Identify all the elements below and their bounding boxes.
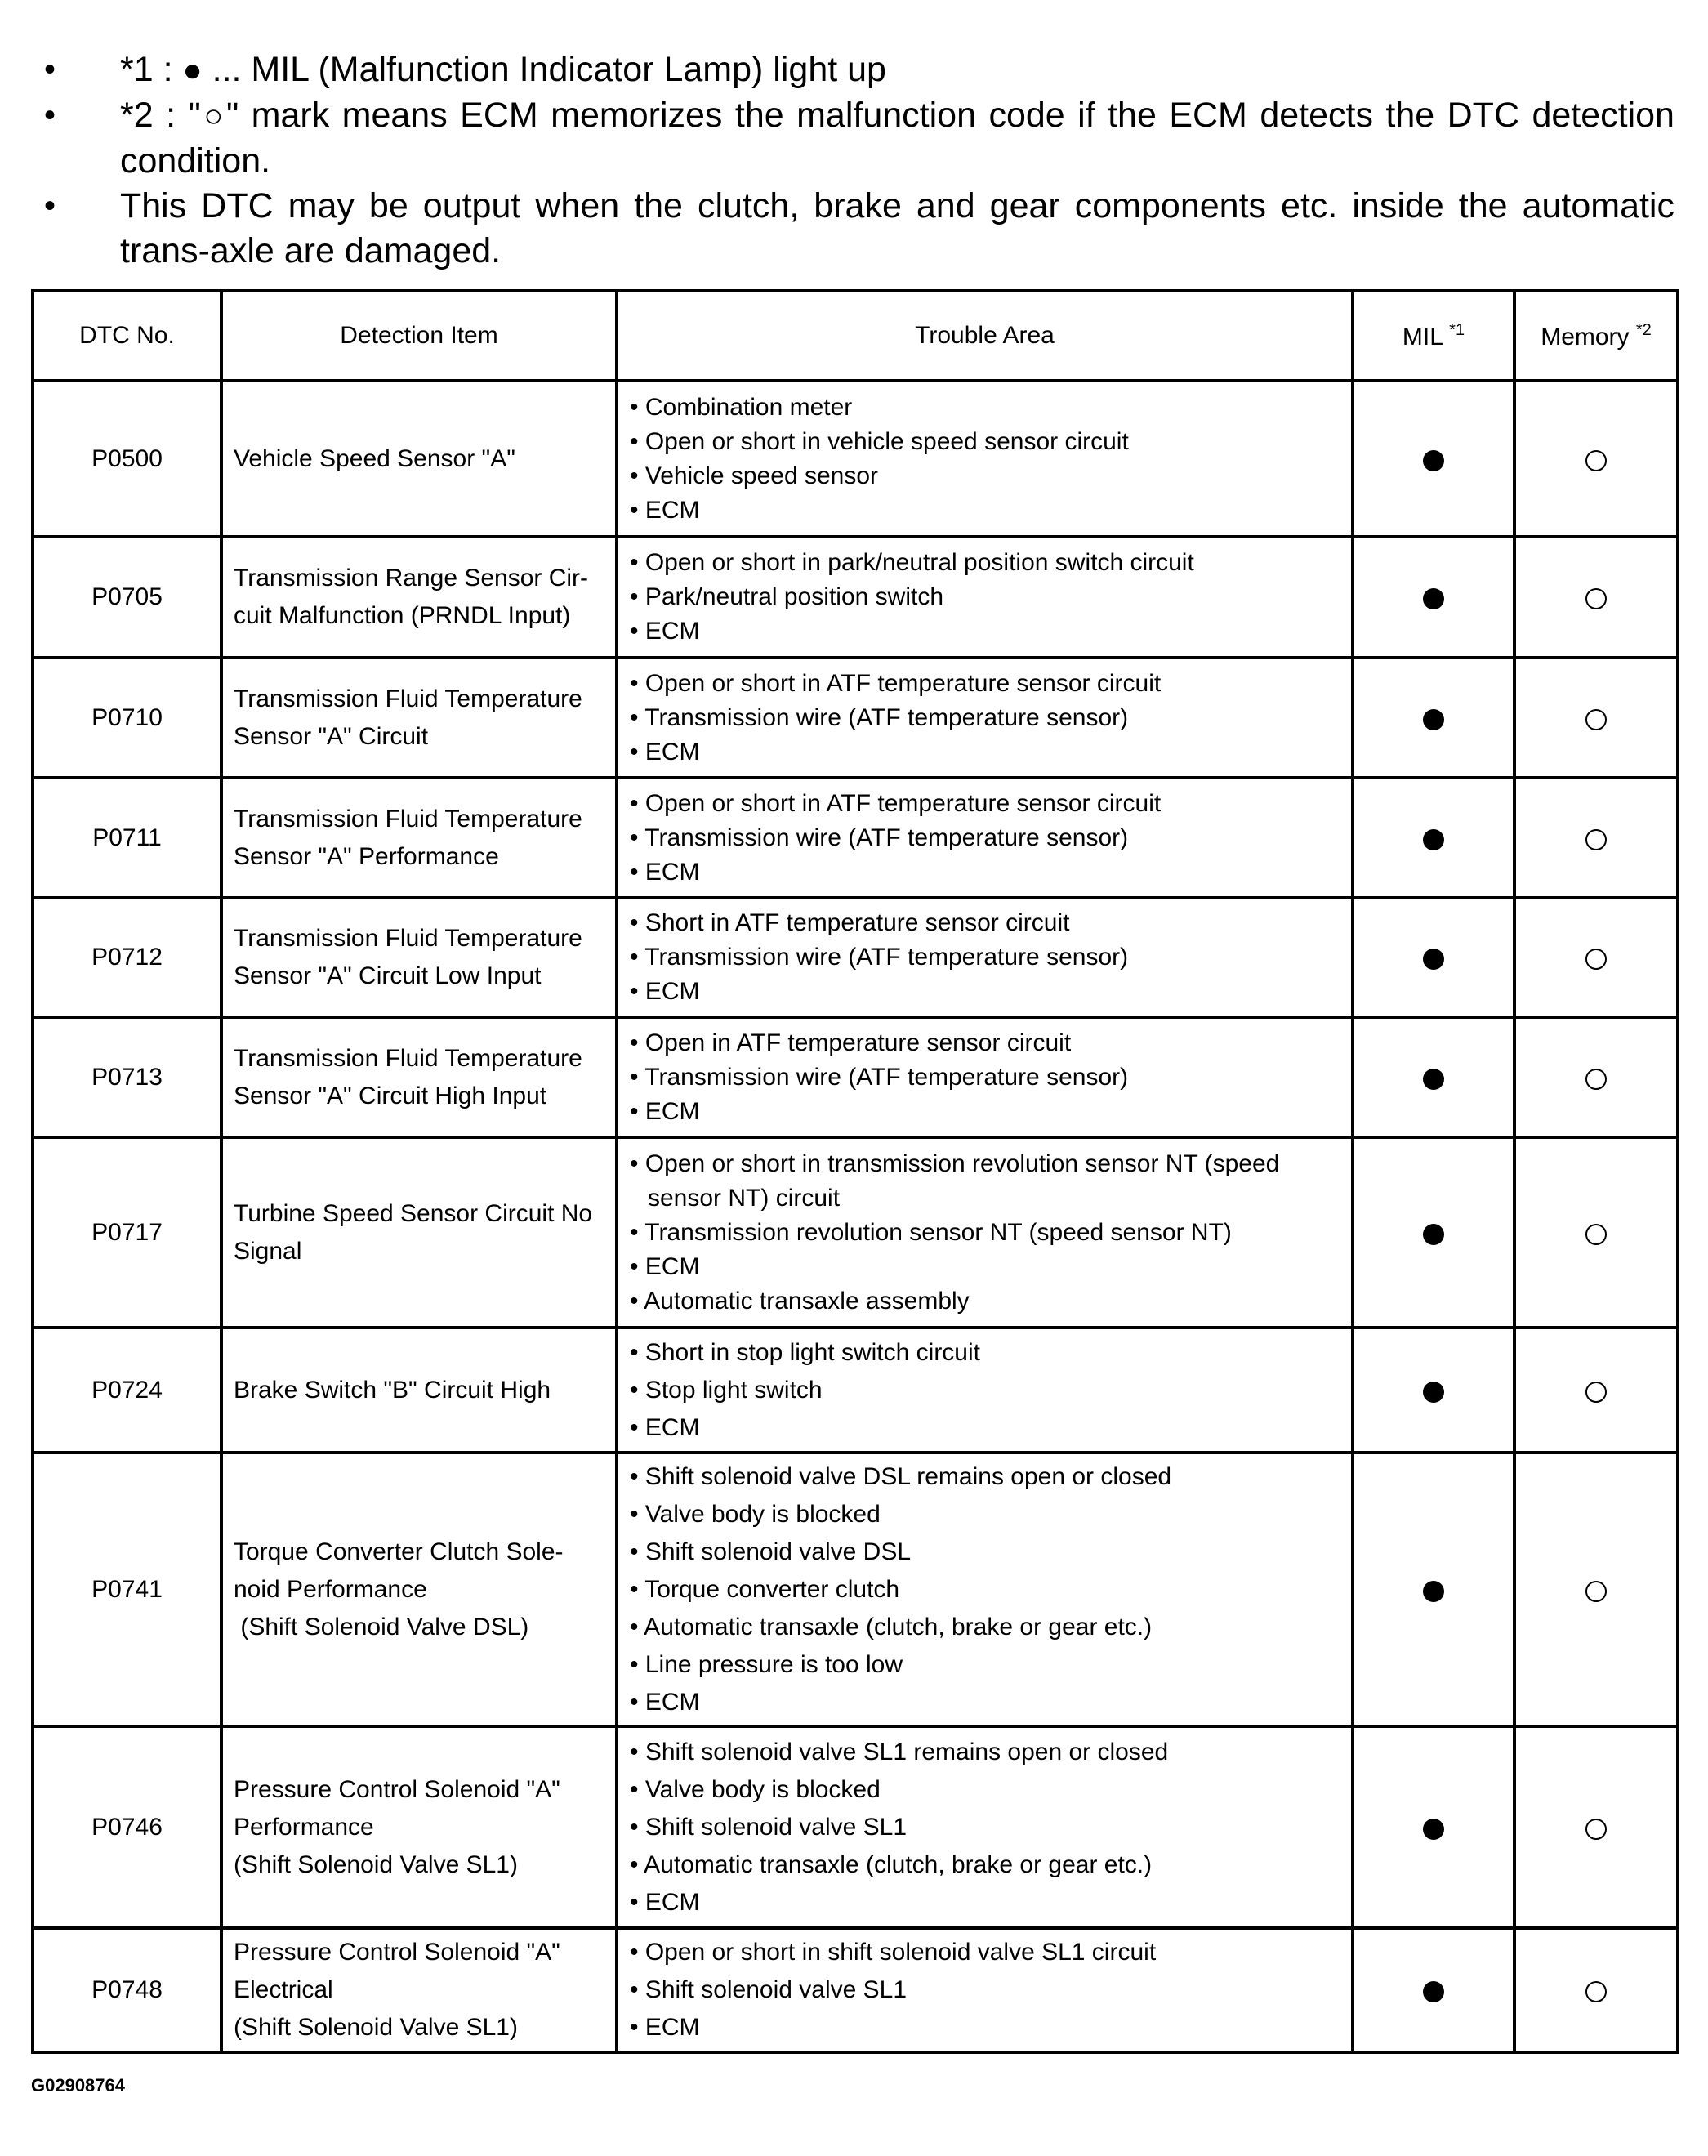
memory-cell — [1514, 1726, 1678, 1928]
mil-cell — [1353, 1017, 1514, 1137]
memory-cell — [1514, 778, 1678, 898]
open-circle-icon — [1585, 1224, 1607, 1245]
memory-cell — [1514, 381, 1678, 537]
dtc-code: P0713 — [33, 1017, 221, 1137]
detection-item — [221, 898, 617, 1017]
trouble-area-line: • Open or short in park/neutral position switch circuit — [630, 549, 1194, 576]
open-circle-icon — [1585, 1581, 1607, 1602]
mil-cell — [1353, 381, 1514, 537]
filled-circle-icon — [1423, 1069, 1444, 1090]
detection-item-line: Sensor "A" Circuit High Input — [234, 1082, 547, 1109]
detection-item-line: cuit Malfunction (PRNDL Input) — [234, 602, 571, 629]
trouble-area-line: • Open or short in shift solenoid valve SL1 circuit — [630, 1939, 1157, 1966]
trouble-area-line: • Stop light switch — [630, 1376, 823, 1404]
trouble-area-line: • Shift solenoid valve SL1 — [630, 1813, 908, 1841]
note-memory — [33, 93, 1675, 184]
footnote-ref: *2 — [1635, 320, 1652, 339]
note-mil — [33, 47, 1675, 93]
detection-item-line: Transmission Range Sensor Cir- — [234, 565, 589, 591]
mil-cell — [1353, 658, 1514, 778]
trouble-area-line: • Transmission wire (ATF temperature sensor) — [630, 824, 1129, 851]
trouble-area-line: • Transmission wire (ATF temperature sensor) — [630, 1063, 1129, 1091]
table-row — [33, 1928, 1678, 2052]
detection-item-line: Vehicle Speed Sensor "A" — [234, 444, 515, 472]
bullet-icon: • — [44, 188, 56, 224]
trouble-area-line: • Shift solenoid valve DSL remains open or closed — [630, 1462, 1172, 1490]
trouble-area-line: • Line pressure is too low — [630, 1650, 903, 1678]
trouble-area — [617, 898, 1353, 1017]
detection-item-line: Pressure Control Solenoid "A" — [234, 1775, 560, 1803]
detection-item — [221, 658, 617, 778]
dtc-code: P0710 — [33, 658, 221, 778]
header-mil — [1353, 291, 1514, 381]
filled-circle-icon — [1423, 1382, 1444, 1403]
dtc-code: P0500 — [33, 381, 221, 537]
mil-cell — [1353, 1453, 1514, 1726]
trouble-area-line: • Open or short in transmission revolution sensor NT (speed — [630, 1149, 1280, 1177]
detection-item — [221, 381, 617, 537]
trouble-area-line: • ECM — [630, 1688, 700, 1716]
mil-cell — [1353, 1928, 1514, 2052]
note-damage — [33, 184, 1675, 274]
table-row — [33, 537, 1678, 658]
mil-cell — [1353, 1328, 1514, 1453]
trouble-area — [617, 1928, 1353, 2052]
note-text: *1 : — [120, 50, 183, 89]
mil-cell — [1353, 1726, 1514, 1928]
memory-cell — [1514, 1928, 1678, 2052]
open-circle-icon — [1585, 450, 1607, 471]
trouble-area-line: • Shift solenoid valve SL1 remains open or closed — [630, 1738, 1169, 1765]
filled-circle-icon — [1423, 1581, 1444, 1602]
open-circle-icon — [1585, 1069, 1607, 1090]
trouble-area-line: • Torque converter clutch — [630, 1575, 900, 1603]
open-circle-icon — [1585, 709, 1607, 730]
detection-item-line: Sensor "A" Circuit Low Input — [234, 962, 542, 989]
trouble-area-line: • Transmission wire (ATF temperature sensor) — [630, 703, 1129, 731]
filled-circle-icon — [1423, 709, 1444, 730]
detection-item-line: (Shift Solenoid Valve DSL) — [234, 1613, 529, 1640]
table-row — [33, 381, 1678, 537]
trouble-area — [617, 381, 1353, 537]
trouble-area-line: • ECM — [630, 1413, 700, 1441]
table-row — [33, 1328, 1678, 1453]
trouble-area-line: • Short in stop light switch circuit — [630, 1338, 980, 1366]
table-header-row — [33, 291, 1678, 381]
trouble-area — [617, 1328, 1353, 1453]
memory-cell — [1514, 537, 1678, 658]
trouble-area-line: • ECM — [630, 618, 700, 645]
dtc-code: P0741 — [33, 1453, 221, 1726]
trouble-area — [617, 1017, 1353, 1137]
trouble-area-line: • ECM — [630, 1252, 700, 1280]
table-row — [33, 1017, 1678, 1137]
header-detection-item: Detection Item — [221, 291, 617, 381]
figure-id: G02908764 — [31, 2075, 125, 2096]
detection-item-line: Transmission Fluid Temperature — [234, 685, 582, 712]
trouble-area-line: • Valve body is blocked — [630, 1500, 881, 1528]
detection-item-line: Transmission Fluid Temperature — [234, 925, 582, 952]
table-row — [33, 1453, 1678, 1726]
detection-item — [221, 778, 617, 898]
detection-item — [221, 1137, 617, 1328]
detection-item — [221, 537, 617, 658]
open-circle-icon — [1585, 829, 1607, 850]
table-row — [33, 1726, 1678, 1928]
detection-item — [221, 1453, 617, 1726]
trouble-area — [617, 537, 1353, 658]
detection-item-line: Sensor "A" Performance — [234, 842, 499, 870]
filled-circle-icon — [1423, 949, 1444, 970]
filled-circle-icon — [1423, 1981, 1444, 2002]
note-text: *2 : " — [120, 96, 201, 135]
header-memory — [1514, 291, 1678, 381]
dtc-table — [31, 289, 1679, 2054]
trouble-area — [617, 1726, 1353, 1928]
detection-item-line: Signal — [234, 1237, 302, 1265]
detection-item — [221, 1928, 617, 2052]
trouble-area-line: • Transmission wire (ATF temperature sensor) — [630, 944, 1129, 971]
trouble-area-line: • Combination meter — [630, 393, 853, 421]
filled-circle-icon: ● — [182, 52, 203, 88]
dtc-code: P0712 — [33, 898, 221, 1017]
dtc-code: P0746 — [33, 1726, 221, 1928]
memory-cell — [1514, 898, 1678, 1017]
trouble-area-line: • Park/neutral position switch — [630, 583, 944, 610]
detection-item-line: (Shift Solenoid Valve SL1) — [234, 1850, 518, 1878]
detection-item-line: Electrical — [234, 1976, 333, 2003]
detection-item-line: Brake Switch "B" Circuit High — [234, 1376, 551, 1404]
trouble-area-line: • Shift solenoid valve DSL — [630, 1538, 912, 1565]
detection-item-line: Transmission Fluid Temperature — [234, 1044, 582, 1072]
dtc-code: P0748 — [33, 1928, 221, 2052]
mil-cell — [1353, 778, 1514, 898]
detection-item-line: Sensor "A" Circuit — [234, 722, 429, 750]
memory-cell — [1514, 1453, 1678, 1726]
detection-item-line: Performance — [234, 1813, 374, 1841]
detection-item-line: (Shift Solenoid Valve SL1) — [234, 2014, 518, 2041]
note-text: This DTC may be output when the clutch, brake and gear components etc. inside the automatic trans-axle are damaged. — [120, 186, 1675, 270]
trouble-area-line: • Shift solenoid valve SL1 — [630, 1976, 908, 2003]
dtc-code: P0724 — [33, 1328, 221, 1453]
mil-cell — [1353, 898, 1514, 1017]
trouble-area-line: • Open or short in ATF temperature sensor circuit — [630, 789, 1162, 817]
detection-item-line: Transmission Fluid Temperature — [234, 805, 582, 832]
dtc-code: P0705 — [33, 537, 221, 658]
detection-item-line: Turbine Speed Sensor Circuit No — [234, 1199, 593, 1227]
memory-cell — [1514, 1328, 1678, 1453]
trouble-area-line: • ECM — [630, 1097, 700, 1125]
memory-cell — [1514, 658, 1678, 778]
trouble-area — [617, 658, 1353, 778]
open-circle-icon — [1585, 949, 1607, 970]
open-circle-icon — [1585, 1981, 1607, 2002]
dtc-code: P0717 — [33, 1137, 221, 1328]
detection-item — [221, 1726, 617, 1928]
trouble-area-line: • Automatic transaxle (clutch, brake or gear etc.) — [630, 1613, 1153, 1640]
memory-cell — [1514, 1017, 1678, 1137]
detection-item — [221, 1017, 617, 1137]
trouble-area-line: • Transmission revolution sensor NT (speed sensor NT) — [630, 1218, 1232, 1246]
trouble-area-line: • Vehicle speed sensor — [630, 462, 879, 489]
trouble-area — [617, 778, 1353, 898]
trouble-area-line: • Open or short in vehicle speed sensor circuit — [630, 427, 1129, 455]
trouble-area — [617, 1137, 1353, 1328]
header-mil-label: MIL — [1402, 323, 1443, 350]
open-circle-icon: ○ — [200, 98, 226, 134]
trouble-area-line: • ECM — [630, 1888, 700, 1916]
filled-circle-icon — [1423, 829, 1444, 850]
bullet-icon: • — [44, 97, 56, 133]
trouble-area-line: • Open or short in ATF temperature sensor circuit — [630, 669, 1162, 697]
notes-list — [33, 47, 1675, 274]
memory-cell — [1514, 1137, 1678, 1328]
open-circle-icon — [1585, 1382, 1607, 1403]
trouble-area-line: • Short in ATF temperature sensor circuit — [630, 909, 1070, 936]
trouble-area-line: • Automatic transaxle (clutch, brake or gear etc.) — [630, 1850, 1153, 1878]
trouble-area-line: • ECM — [630, 2014, 700, 2041]
trouble-area-line: • Valve body is blocked — [630, 1775, 881, 1803]
table-row — [33, 1137, 1678, 1328]
dtc-code: P0711 — [33, 778, 221, 898]
table-row — [33, 778, 1678, 898]
filled-circle-icon — [1423, 1819, 1444, 1840]
trouble-area-line: • Automatic transaxle assembly — [630, 1287, 970, 1315]
filled-circle-icon — [1423, 1224, 1444, 1245]
trouble-area-line: • ECM — [630, 496, 700, 524]
filled-circle-icon — [1423, 450, 1444, 471]
footnote-ref: *1 — [1449, 320, 1465, 339]
table-row — [33, 898, 1678, 1017]
trouble-area-line: • ECM — [630, 978, 700, 1005]
mil-cell — [1353, 1137, 1514, 1328]
trouble-area-line: • ECM — [630, 738, 700, 766]
trouble-area — [617, 1453, 1353, 1726]
header-trouble-area: Trouble Area — [617, 291, 1353, 381]
trouble-area-line: • Open in ATF temperature sensor circuit — [630, 1029, 1072, 1056]
open-circle-icon — [1585, 588, 1607, 609]
trouble-area-line: • ECM — [630, 858, 700, 886]
filled-circle-icon — [1423, 588, 1444, 609]
mil-cell — [1353, 537, 1514, 658]
table-row — [33, 658, 1678, 778]
detection-item-line: Pressure Control Solenoid "A" — [234, 1939, 560, 1966]
detection-item — [221, 1328, 617, 1453]
header-memory-label: Memory — [1541, 323, 1630, 350]
open-circle-icon — [1585, 1819, 1607, 1840]
header-dtc-no: DTC No. — [33, 291, 221, 381]
detection-item-line: Torque Converter Clutch Sole- — [234, 1538, 564, 1565]
bullet-icon: • — [44, 51, 56, 87]
trouble-area-line: sensor NT) circuit — [648, 1184, 841, 1212]
detection-item-line: noid Performance — [234, 1575, 427, 1603]
note-text: ... MIL (Malfunction Indicator Lamp) light up — [202, 50, 886, 89]
note-text: " mark means ECM memorizes the malfunction code if the ECM detects the DTC detection condition. — [120, 96, 1675, 181]
